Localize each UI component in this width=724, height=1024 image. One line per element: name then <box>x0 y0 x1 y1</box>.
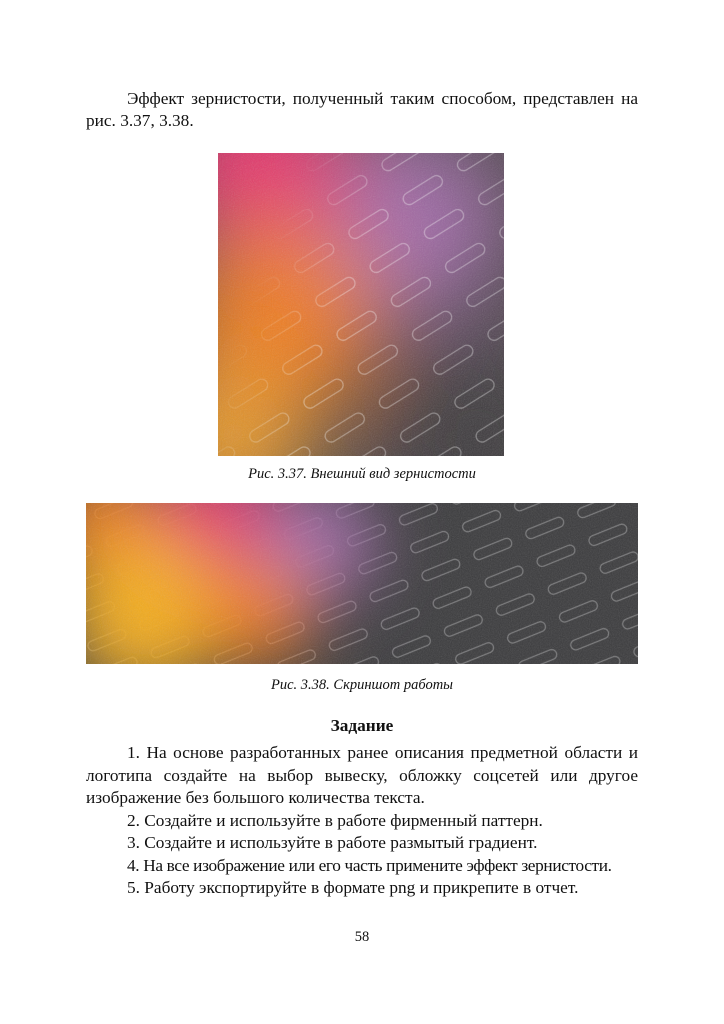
page-number: 58 <box>354 929 370 945</box>
task-list <box>86 742 638 900</box>
task-item: 5. Работу экспортируйте в формате png и прикрепите в отчет. <box>127 878 579 897</box>
figure-grain-square <box>218 153 504 456</box>
figure-caption: Рис. 3.38. Скриншот работы <box>270 677 453 693</box>
task-item: 4. На все изображение или его часть примените эффект зернистости. <box>127 855 612 875</box>
intro-paragraph: Эффект зернистости, полученный таким способом, представлен на рис. 3.37, 3.38. <box>86 89 638 130</box>
task-item: 1. На основе разработанных ранее описания предметной области и логотипа создайте на выбор вывеску, обложку соцсетей или другое изображение без большого количества текста. <box>86 743 638 807</box>
task-item: 2. Создайте и используйте в работе фирменный паттерн. <box>127 810 543 830</box>
task-item: 3. Создайте и используйте в работе размытый градиент. <box>127 833 538 852</box>
banner-gradient-image <box>86 503 638 664</box>
figure-caption: Рис. 3.37. Внешний вид зернистости <box>248 466 476 482</box>
grain-gradient-image <box>218 153 504 456</box>
figure-screenshot-banner <box>86 503 638 664</box>
section-heading: Задание <box>330 716 394 735</box>
